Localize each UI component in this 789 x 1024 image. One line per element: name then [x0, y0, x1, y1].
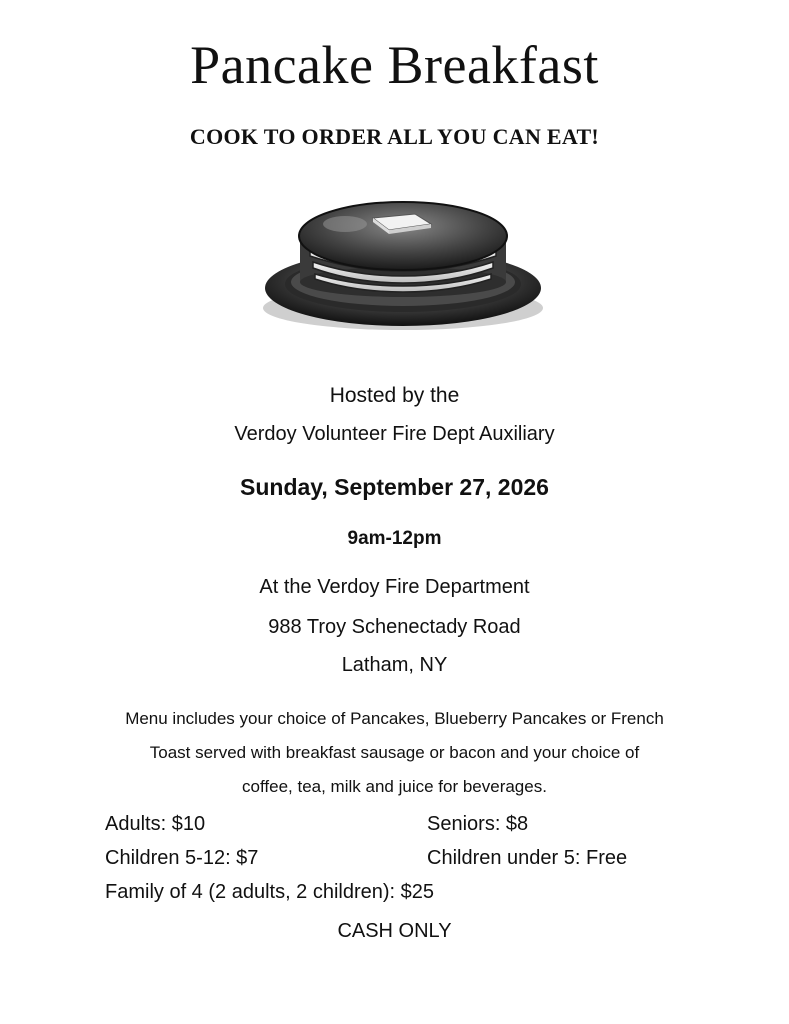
price-row: [105, 847, 725, 881]
family-price: Family of 4 (2 adults, 2 children): $25: [105, 881, 435, 903]
price-row: [105, 813, 725, 847]
event-time: 9am-12pm: [347, 528, 442, 549]
senior-price: Seniors: $8: [427, 813, 529, 835]
children-under-5-price: Children under 5: Free: [427, 847, 628, 869]
location-line-2: 988 Troy Schenectady Road: [268, 616, 521, 638]
adult-price: Adults: $10: [105, 813, 206, 835]
event-date: Sunday, September 27, 2026: [240, 474, 549, 500]
children-5-12-price: Children 5-12: $7: [105, 847, 259, 869]
location-line-1: At the Verdoy Fire Department: [259, 576, 530, 598]
location-line-3: Latham, NY: [341, 654, 448, 676]
menu-line: coffee, tea, milk and juice for beverages.: [242, 777, 547, 796]
subtitle: COOK TO ORDER ALL YOU CAN EAT!: [189, 124, 600, 149]
menu-description: [40, 702, 749, 804]
price-list: [105, 813, 725, 915]
payment-note: CASH ONLY: [337, 920, 452, 942]
price-row: [105, 881, 725, 915]
page-title: Pancake Breakfast: [190, 35, 599, 95]
menu-line: Toast served with breakfast sausage or bacon and your choice of: [149, 743, 640, 762]
organization-name: Verdoy Volunteer Fire Dept Auxiliary: [234, 423, 555, 445]
hosted-by-text: Hosted by the: [329, 384, 460, 407]
menu-line: Menu includes your choice of Pancakes, Blueberry Pancakes or French: [125, 709, 664, 728]
pancake-stack-icon: [255, 180, 550, 335]
